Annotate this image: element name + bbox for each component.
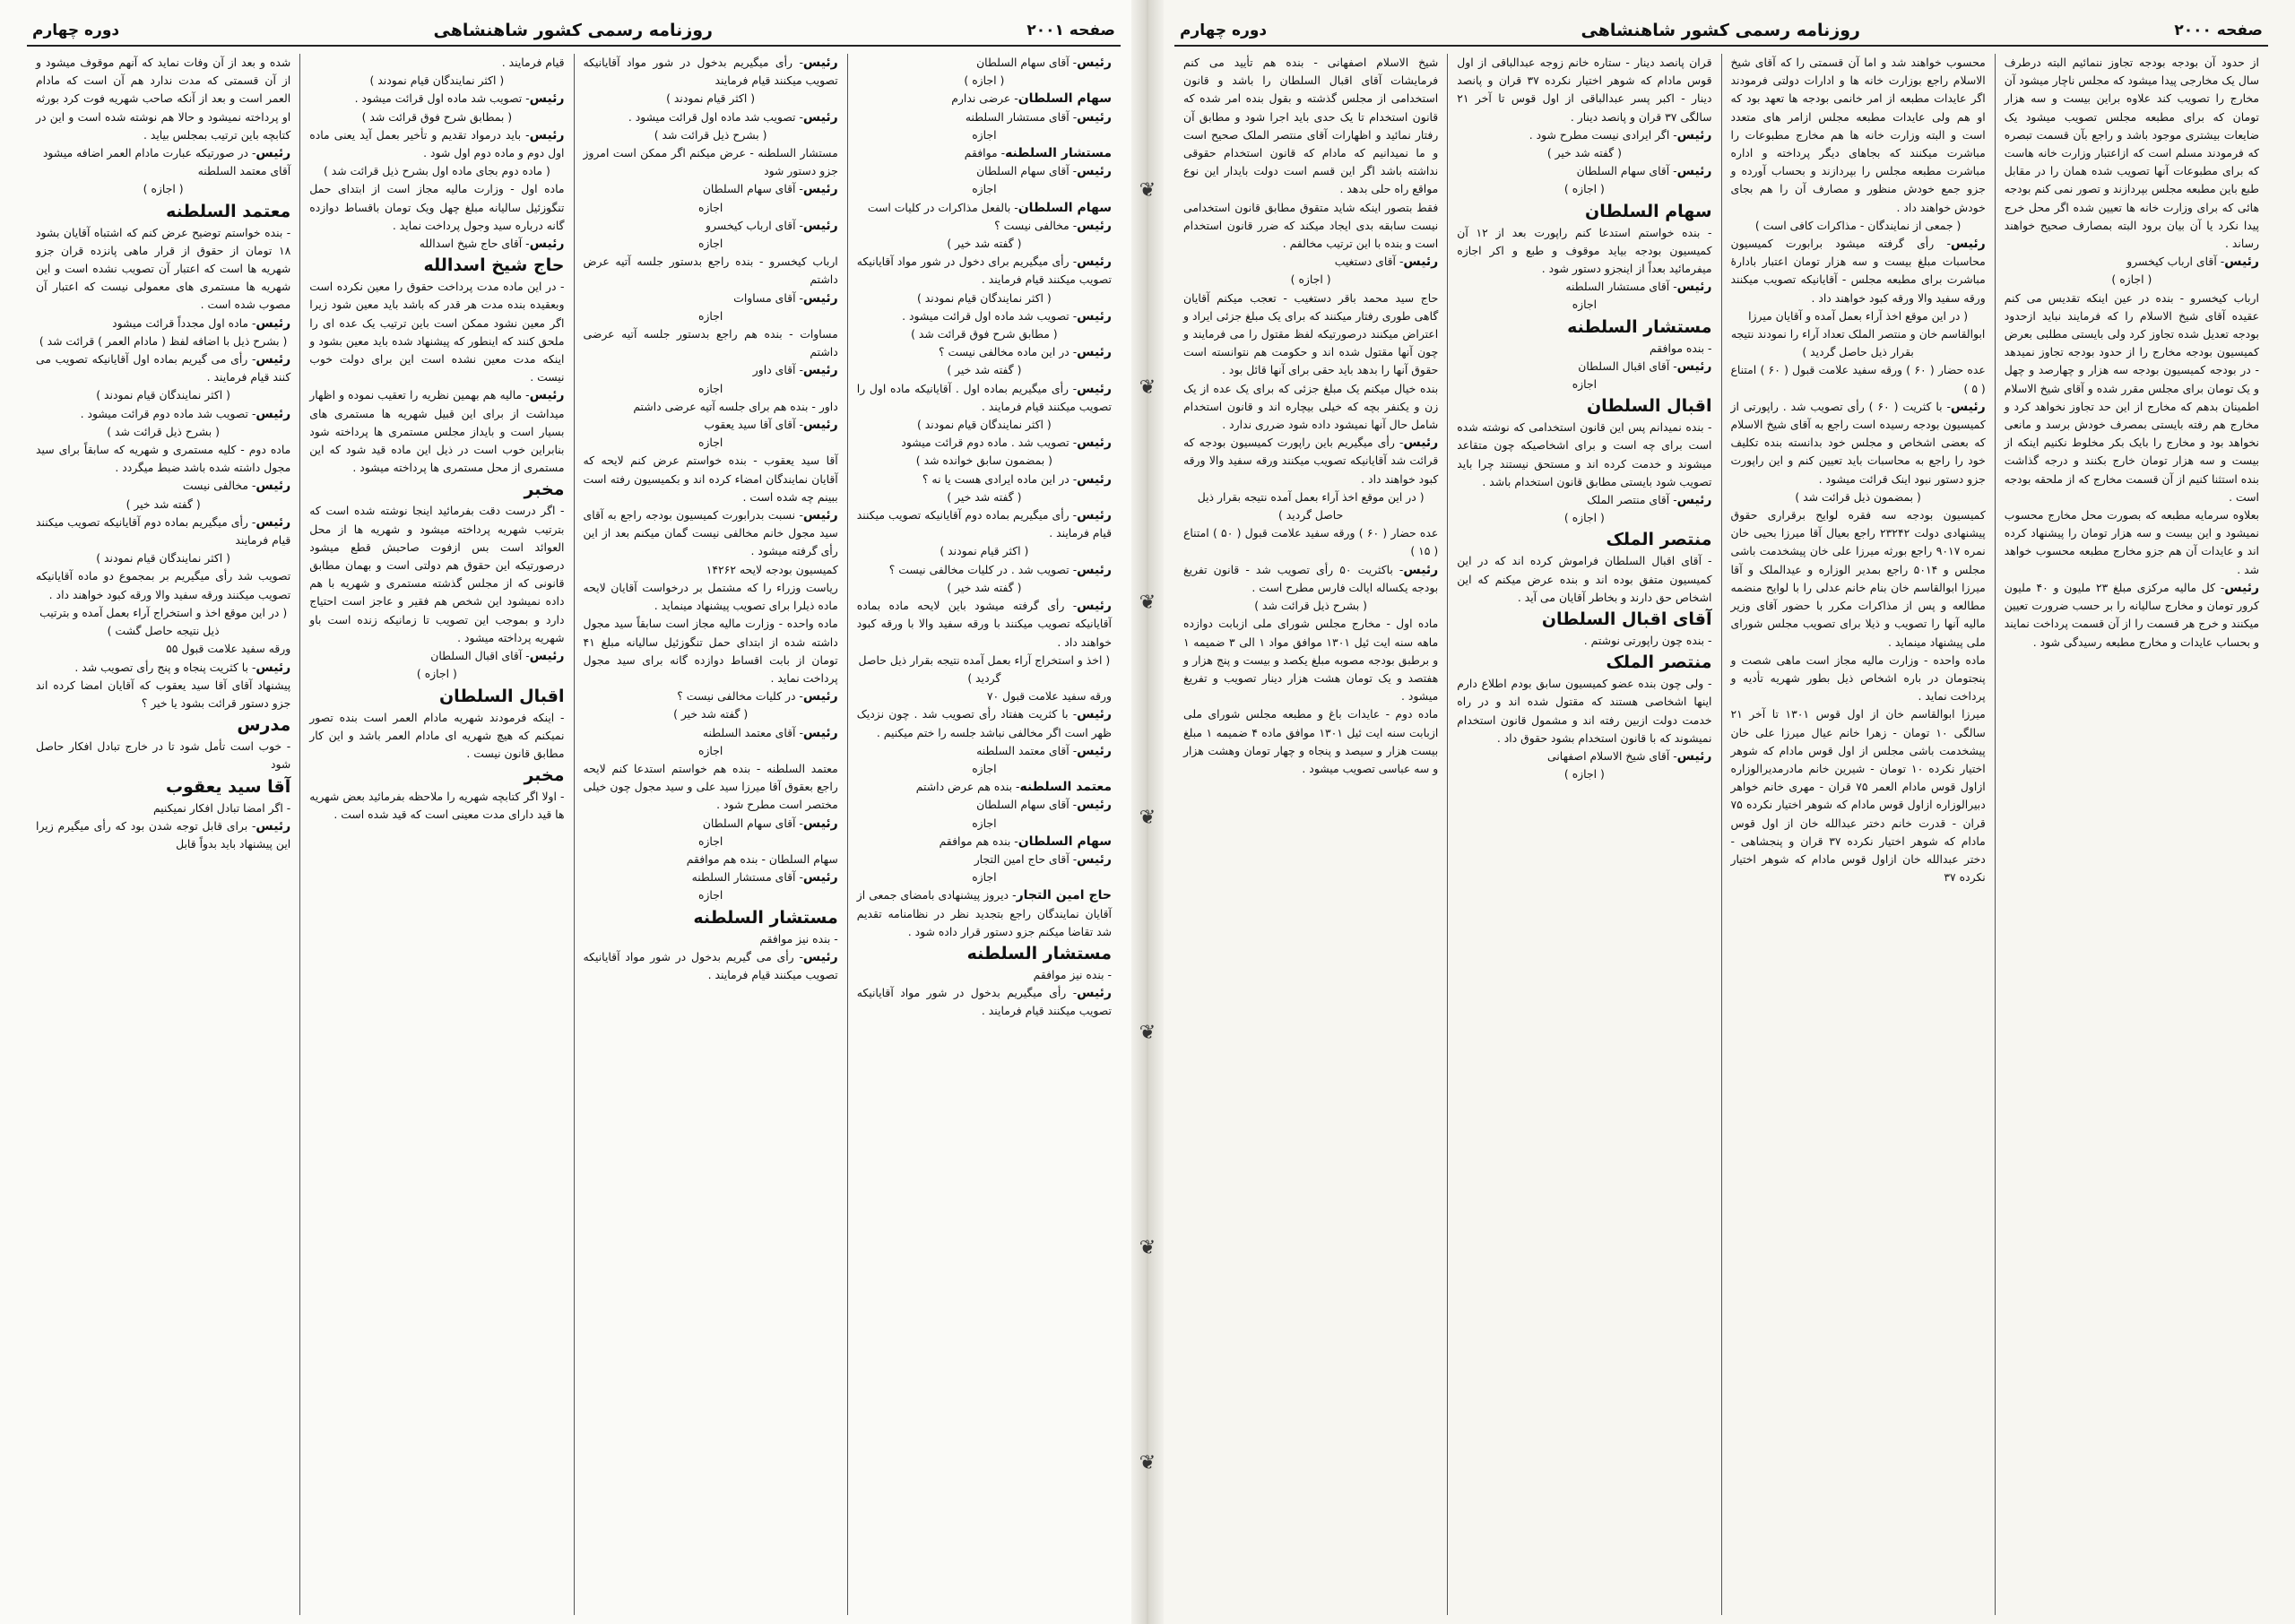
parenthetical-note: ( در این موقع اخذ و استخراج آراء بعمل آمده و بترتیب ذیل نتیجه حاصل گشت ) [39, 605, 288, 638]
speaker-name: رئیس [802, 182, 838, 197]
paragraph-text: - در این ماده ایرادی هست یا نه ؟ [922, 471, 1078, 486]
paragraph-text: ماده دوم - کلیه مستمری و شهریه که سابقاً برای سید مجول داشته شده باشد ضبط میگردد . [36, 443, 291, 475]
paragraph-text: - رأی گرفته میشود برابورت کمیسیون محاسبات مبلغ بیست و سه هزار تومان اعتبار بادارهٔ مباشرت برای مطبعه مجلس - آقایانیکه تصویب میکنند ورقه سفید والا ورقه کبود خواهند داد . [1730, 237, 1986, 305]
speaker-heading: منتصر الملک [1606, 652, 1712, 673]
speaker-name: رئیس [802, 218, 838, 233]
paragraph-text: - رأی میگیریم بدخول در شور مواد آقایانیکه تصویب میکنند قیام فرمایند . [856, 986, 1112, 1018]
right-page-columns [1174, 54, 2268, 1615]
left-page-header [27, 16, 1121, 47]
fleuron-ornament-icon: ❦ [1139, 1022, 1156, 1044]
speaker-name: رئیس [1077, 56, 1112, 70]
parenthetical-note: ( اکثر نمایندگان قیام نمودند ) [96, 388, 230, 402]
paragraph-text: - در صورتیکه عبارت مادام العمر اضافه میشود [42, 146, 256, 160]
speaker-name: رئیس [1950, 237, 1986, 252]
parenthetical-note: ( بمطابق شرح فوق قرائت شد ) [361, 109, 513, 124]
paragraph-text: - ولی چون بنده عضو کمیسیون سابق بودم اطلاع دارم اینها اشخاصی هستند که مقتول شده اند و در راه خدمت دولت ازبین رفته اند و مشمول قانون استخدام نمیشوند که با قانون استخدام بشود حقوق داد . [1457, 677, 1712, 745]
speaker-name: رئیس [802, 56, 838, 70]
parenthetical-note: ( اکثر نمایندگان قیام نمودند ) [96, 551, 230, 566]
paragraph-text: - عرضی ندارم [951, 91, 1018, 106]
speaker-name: رئیس [802, 290, 838, 306]
permission-note: ( اجازه ) [964, 73, 1005, 88]
paragraph-text: - آقای شیخ الاسلام اصفهانی [1547, 749, 1677, 764]
parenthetical-note: ( اخذ و استخراج آراء بعمل آمده نتیجه بقرار ذیل حاصل گردید ) [858, 652, 1111, 685]
paragraph-text: - آقای معتمد السلطنه [702, 725, 803, 739]
paragraph-text: تصویب شد رأی میگیریم بر بمجموع دو ماده آقایانیکه تصویب میکنند ورقه سفید والا ورقه کبود خواهند داد . [36, 569, 291, 601]
paragraph-text: شده و بعد از آن وفات نماید که آنهم موقوف میشود و از آن قسمتی که مدت ندارد هم آن است که مادام العمر است و بعد از آنکه صاحب شهریه فوت کرد بورثه او پرداخته نمیشود و حالا هم نوشته شده است و این در کتابچه باین ترتیب بمجلس بیاید . [36, 56, 291, 142]
paragraph-text: مساوات - بنده هم راجع بدستور جلسه آتیه عرضی داشتم [583, 327, 838, 359]
paragraph-text: ماده اول - مخارج مجلس شورای ملی ازبابت دوازده ماهه سنه ایت ئیل ۱۳۰۱ موافق مواد ۱ الی ۳ ضمیمه ۱ و برطبق بودجه مصوبه مبلغ یکصد و بیست و پنج هزار و هفتصد و یک تومان هشت هزار دینار تصویب و تفریغ میشود . [1183, 617, 1439, 704]
paragraph-text: - آقای آقا سید یعقوب [704, 418, 803, 432]
speaker-name: رئیس [529, 388, 565, 403]
text-column [27, 54, 299, 1615]
text-column [1174, 54, 1447, 1615]
speaker-heading: اقبال السلطان [1586, 396, 1712, 417]
speaker-name: حاج امین التجار [1016, 888, 1112, 903]
paragraph-text: - آقای حاج امین التجار [974, 851, 1078, 866]
paragraph-text: - آقای داور [752, 363, 803, 377]
paragraph-text: - در این ماده مخالفی نیست ؟ [939, 345, 1078, 359]
speaker-name: رئیس [1950, 399, 1986, 414]
text-column [1995, 54, 2268, 1615]
paragraph-text: - آقای دستغیب [1334, 255, 1404, 269]
parenthetical-note: ( اکثر قیام نمودند ) [940, 544, 1029, 558]
parenthetical-note: ( گفته شد خیر ) [673, 707, 749, 721]
paragraph-text: - آقای سهام السلطان [976, 164, 1078, 178]
parenthetical-note: ( بمضمون ذیل قرائت شد ) [1795, 489, 1921, 504]
paragraph-text: ورقه سفید علامت قبول ۷۰ [986, 689, 1112, 704]
speaker-name: رئیس [529, 91, 565, 107]
speaker-name: رئیس [1077, 743, 1112, 758]
paragraph-text: ماده واحده - وزارت مالیه مجاز است سابقاً سید مجول داشته شده از ابتدای حمل تنگوزئیل سالیانه مبلغ ۴۱ تومان از بابت اقساط دوازده گانه برای سید مجول پرداخت نماید . [583, 617, 838, 685]
paragraph-text: عده حضار ( ۶۰ ) ورقه سفید علامت قبول ( ۵۰ ) امتناع ( ۱۵ ) [1183, 526, 1439, 558]
fleuron-ornament-icon: ❦ [1139, 376, 1156, 399]
paragraph-text: - تصویب شد ماده دوم قرائت میشود . [80, 406, 256, 420]
speaker-heading: معتمد السلطنه [166, 201, 291, 221]
fleuron-ornament-icon: ❦ [1139, 1237, 1156, 1259]
paragraph-text: فقط بتصور اینکه شاید متقوق مطابق قانون استخدامی نیست سابقه بدی ایجاد میکند که ضرر قانون استخدام است و بنده با این ترتیب مخالفم . [1183, 200, 1439, 251]
right-page-header [1174, 16, 2268, 47]
permission-note: ( اجازه ) [2111, 272, 2152, 287]
speaker-name: رئیس [255, 146, 291, 161]
paragraph-text: - تصویب شد ماده اول قرائت میشود . [628, 109, 803, 124]
permission-note: اجازه [972, 870, 997, 885]
paragraph-text: - در کلیات مخالفی نیست ؟ [677, 689, 803, 704]
permission-note: ( اجازه ) [143, 182, 184, 196]
paragraph-text: - باکثریت ۵۰ رأی تصویب شد - قانون تفریغ بودجه یکساله ایالت فارس مطرح است . [1183, 562, 1439, 594]
speaker-heading: آقای اقبال السلطان [1541, 609, 1712, 630]
speaker-name: رئیس [1676, 127, 1712, 143]
paragraph-text: - برای قابل توجه شدن بود که رأی میگیرم زیرا این پیشنهاد باید بدواً قابل [36, 818, 291, 851]
permission-note: اجازه [697, 381, 723, 395]
parenthetical-note: ( اکثر نمایندگان قیام نمودند ) [917, 418, 1052, 432]
speaker-name: رئیس [802, 816, 838, 831]
fleuron-ornament-icon: ❦ [1139, 807, 1156, 829]
paragraph-text: - آقای سهام السلطان [976, 56, 1078, 69]
paragraph-text: - اینکه فرمودند شهریه مادام العمر است بنده تصور نمیکنم که هیچ شهریه ای مادام العمر باشد و این کار مطابق قانون نیست . [309, 710, 565, 760]
right-page [1148, 0, 2295, 1624]
speaker-name: رئیس [802, 508, 838, 523]
speaker-heading: مستشار السلطنه [1567, 316, 1712, 337]
paragraph-text: - آقای حاج شیخ اسدالله [419, 237, 530, 251]
text-column [1447, 54, 1720, 1615]
paragraph-text: - با کثریت ( ۶۰ ) رأی تصویب شد . راپورتی از کمیسیون بودجه رسیده است راجع به آقای شیخ الاسلام که بعضی اشخاص و مجلس خود بدانسته بنده تکلیف خود را راجع به محاسبات باید تعیین کنم و این راپورت جزو دستور نبود اینک قرائت میشود . [1730, 399, 1986, 486]
paragraph-text: - رأی گرفته میشود باین لایحه ماده بماده آقایانیکه تصویب میکنند با ورقه سفید والا با ورقه کبود خواهند داد . [856, 599, 1112, 649]
paragraph-text: - رأی می گیریم بدخول در شور مواد آقایانیکه تصویب میکنند قیام فرمایند . [583, 949, 838, 981]
fleuron-ornament-icon: ❦ [1139, 1452, 1156, 1474]
paragraph-text: - دیروز پیشنهادی بامضای جمعی از آقایان نمایندگان راجع بتجدید نظر در نظامنامه تقدیم شد تقاضا میکنم جزو دستور قرار داده شود . [856, 888, 1112, 938]
permission-note: اجازه [697, 888, 723, 903]
paragraph-text: - نسبت بدرابورت کمیسیون بودجه راجع به آقای سید مجول خانم مخالفی نیست گمان میکنم بعد از این رأی گرفته میشود . [583, 508, 838, 558]
paragraph-text: - آقای مساوات [733, 290, 803, 305]
speaker-heading: حاج شیخ اسدالله [423, 255, 565, 276]
speaker-name: رئیس [1403, 562, 1439, 577]
paragraph-text: ماده واحده - وزارت مالیه مجاز است ماهی شصت و پنجتومان در باره اشخاص ذیل بطور شهریه تأدیه و پرداخت نماید . [1730, 652, 1986, 704]
parenthetical-note: ( گفته شد خیر ) [126, 497, 201, 511]
permission-note: اجازه [697, 237, 723, 251]
paragraph-text: محسوب خواهند شد و اما آن قسمتی را که آقای شیخ الاسلام راجع بوزارت خانه ها و ادارات دولتی فرمودند اگر عایدات مطبعه از امر خانمی بودجه ها تعهد بود که او هم ولی عایدات مطبعه مجلس ازامر های متعدد است و البته وزارت خانه ها هم مخارج مطبوعات را مباشرت میکنند که بجاهای دیگر پرداخته و اداره مباشرت مطبعه مجلس را بپردازند و بحساب آورده و جزو جمع خودش منظور و مصارف آن را هم بجای خودش خواهند داد . [1730, 56, 1986, 214]
permission-note: ( اجازه ) [1563, 511, 1605, 525]
paragraph-text: - بنده نمیدانم پس این قانون استخدامی که نوشته شده است برای چه است و برای اشخاصیکه چون متقاعد میشوند و خدمت کرده اند و مستحق نیستند چرا باید تصویب شود بایستی مطابق قانون استخدام باشد . [1457, 420, 1712, 488]
speaker-name: رئیس [1077, 164, 1112, 179]
speaker-name: رئیس [1077, 599, 1112, 614]
text-column [299, 54, 573, 1615]
permission-note: ( اجازه ) [416, 667, 457, 681]
paragraph-text: - آقای منتصر الملک [1587, 493, 1677, 507]
paragraph-text: - اگر درست دقت بفرمائید اینجا نوشته شده است که بترتیب شهریه پرداخته میشود و شهریه ها از محل العوائد است بس ازفوت صاحبش قطع میشود درصورتیکه این حقوق هم دولتی است و بهمان مطابق قانونی که از مجلس گذشته مستمری و شهریه با هم داده نمیشود این شخص هم فقیر و عاجز است احتیاج دارد و بموجب این تصویب تا زمانیکه زنده است باو شهریه پرداخته میشود . [309, 504, 565, 644]
paragraph-text: - رأی می گیریم بماده اول آقایانیکه تصویب می کنند قیام فرمایند . [36, 352, 291, 384]
text-column [847, 54, 1121, 1615]
paragraph-text: کمیسیون بودجه سه فقره لوایح برقراری حقوق پیشنهادی دولت ۲۳۲۴۲ راجع بعیال آقا میرزا بحیی خان نمره ۹۰۱۷ راجع بورثه میرزا علی خان پیشخدمت باشی مجلس و ۵۰۱۴ راجع بمدیر الوزاره و عیدالملک و آقا میرزا ابوالقاسم خان بنام خانم عدلی را با لوایح منضمه مطالعه و پس از مذاکرات مکرر با حضور آقای وزیر مالیه آنها را تصویب و ذیلا برای تصویب مجلس شورای ملی پیشنهاد مینماید . [1730, 508, 1986, 649]
paragraph-text: - ماده اول مجدداً قرائت میشود [112, 315, 256, 330]
speaker-heading: مستشار السلطنه [966, 943, 1112, 963]
speaker-name: سهام السلطان [1018, 91, 1112, 107]
speaker-name: رئیس [529, 127, 565, 143]
paragraph-text: عده حضار ( ۶۰ ) ورقه سفید علامت قبول ( ۶۰ ) امتناع ( ۵ ) [1730, 363, 1986, 395]
paragraph-text: قیام فرمایند . [501, 56, 565, 69]
speaker-name: رئیس [1676, 749, 1712, 764]
left-page-columns [27, 54, 1121, 1615]
paragraph-text: - بنده نیز موافقم [759, 931, 838, 946]
paragraph-text: - بنده هم عرض داشتم [915, 780, 1020, 794]
speaker-name: رئیس [1077, 562, 1112, 577]
paragraph-text: آقا سید یعقوب - بنده خواستم عرض کنم لایحه که آقایان نمایندگان امضاء کرده اند و بکمیسیون رفته است ببینم چه شده است . [583, 454, 838, 504]
permission-note: ( اجازه ) [1563, 182, 1605, 196]
paragraph-text: - در این ماده مدت پرداخت حقوق را معین نکرده است وبعقیده بنده مدت هر قدر که باشد باید معین شود زیرا اگر معین نشود ممکن است باین ترتیب یک عده ای را ملحق کنند که اینطور که پیشنهاد شده باید معین بشود و اینکه مدت معین نشده است این برای دولت خوب نیست . [309, 280, 565, 384]
permission-note: اجازه [972, 127, 997, 142]
paragraph-text: - رأی میگیریم برای دخول در شور مواد آقایانیکه تصویب میکنند قیام فرمایند . [856, 255, 1112, 287]
paragraph-text: - بالفعل مذاکرات در کلیات است [867, 200, 1018, 214]
page-number: صفحه ۲۰۰۰ [2174, 22, 2263, 39]
permission-note: اجازه [697, 834, 723, 848]
speaker-name: رئیس [529, 649, 565, 664]
speaker-name: معتمد السلطنه [1019, 780, 1112, 795]
session-label: دوره چهارم [32, 22, 120, 39]
paragraph-text: - خوب است تأمل شود تا در خارج تبادل افکار حاصل شود [36, 739, 291, 772]
text-column [1721, 54, 1995, 1615]
speaker-name: رئیس [255, 406, 291, 421]
text-column [574, 54, 847, 1615]
paragraph-text: سهام السلطان - بنده هم موافقم [686, 851, 838, 866]
paragraph-text: - اولا اگر کتابچه شهریه را ملاحظه بفرمائید بعض شهریه ها قید دارای مدت معینی است که قید شده است . [309, 790, 565, 822]
fleuron-ornament-icon: ❦ [1139, 592, 1156, 614]
paragraph-text: کمیسیون بودجه لایحه ۱۴۲۶۲ [706, 562, 838, 576]
paragraph-text: - آقای سهام السلطان [702, 182, 803, 196]
permission-note: ( اجازه ) [1563, 767, 1605, 782]
paragraph-text: - آقای مستشار السلطنه [965, 109, 1078, 124]
parenthetical-note: ( مطابق شرح فوق قرائت شد ) [911, 327, 1058, 341]
speaker-name: سهام السلطان [1018, 200, 1112, 215]
speaker-name: رئیس [802, 870, 838, 885]
paragraph-text: پیشنهاد آقای آقا سید یعقوب که آقایان امضا کرده اند جزو دستور قرائت بشود یا خیر ؟ [36, 678, 291, 710]
newspaper-title: روزنامه رسمی کشور شاهنشاهی [1581, 21, 1860, 40]
parenthetical-note: ( اکثر نمایندگان قیام نمودند ) [917, 290, 1052, 305]
speaker-name: رئیس [1676, 493, 1712, 508]
paragraph-text: - آقای سهام السلطان [1576, 164, 1677, 178]
speaker-name: رئیس [1077, 851, 1112, 867]
paragraph-text: - آقای سهام السلطان [976, 798, 1078, 812]
paragraph-text: - رأی میگیریم بماده دوم آقایانیکه تصویب میکنند قیام فرمایند [36, 514, 291, 548]
paragraph-text: - آقای اقبال السلطان [430, 649, 530, 663]
speaker-name: رئیس [802, 689, 838, 704]
paragraph-text: - بنده چون راپورتی نوشتم . [1583, 634, 1712, 648]
paragraph-text: شیخ الاسلام اصفهانی - بنده هم تأیید می کنم فرمایشات آقای اقبال السلطان را باشد و قانون استخدامی از مجلس گذشته و بقول بنده امر شده که قانون استخدام تا یک حدی باید اجرا شود و مطابق آن رفتار نمائید و اظهارات آقای منتصر الملک صحیح است و ما نمیدانیم که مادام که قانون استخدام حقوقی نداشته باشد اگر این قسم است دولت بایدار این نوع مواقع راه حلی بدهد . [1183, 56, 1439, 196]
speaker-name: رئیس [1403, 436, 1439, 451]
speaker-name: رئیس [802, 109, 838, 125]
paragraph-text: از حدود آن بودجه بودجه تجاوز ننمائیم البته درطرف سال یک مخارجی پیدا میشود که مجلس ناچار میشود آن مخارج را تصویب کند علاوه براین بیست و سه هزار تومان که برای مطبعه مجلس تصویب میشود یک ضایعات بیشتری موجود باشد و راجع بآن قسمت تبصره که فرمودند مسلم است که ازاعتبار وزارت خانه هاست که برای مطبوعات آنها تصویب شده همان را در مقابل طبع باین مطبعه مجلس بپردازند و تصور نمی کنم بودجه هائی که برای وزارت خانه ها تعیین شده اگر محل خرج پیدا نکرد یا آن بیان برود البته بمصارف صحیح خواهند رساند . [2004, 56, 2259, 251]
speaker-name: رئیس [1077, 345, 1112, 360]
paragraph-text: ارباب کیخسرو - بنده راجع بدستور جلسه آتیه عرض داشتم [583, 255, 838, 287]
paragraph-text: - با کثریت هفتاد رأی تصویب شد . چون نزدیک ظهر است اگر مخالفی نباشد جلسه را ختم میکنیم . [856, 707, 1112, 739]
speaker-name: رئیس [802, 725, 838, 740]
paragraph-text: مستشار السلطنه - عرض میکنم اگر ممکن است امروز جزو دستور شود [583, 146, 838, 178]
parenthetical-note: ( گفته شد خیر ) [947, 580, 1022, 594]
paragraph-text: - مخالفی نیست ؟ [994, 218, 1078, 232]
speaker-name: رئیس [2224, 255, 2259, 270]
speaker-name: رئیس [802, 418, 838, 433]
speaker-name: رئیس [1676, 358, 1712, 374]
speaker-name: رئیس [1077, 986, 1112, 1001]
speaker-heading: سهام السلطان [1585, 201, 1712, 221]
paragraph-text: - مالیه هم بهمین نظریه را تعقیب نموده و اظهار میداشت از برای این قبیل شهریه ها مستمری های بسیار است و بایداز مجلس مستمری ها پرداخته شود بنابراین خوب است در ذیل این ماده قید شود که این مستمری از محل مستمری ها پرداخته میشود . [309, 388, 565, 475]
speaker-name: رئیس [802, 363, 838, 378]
speaker-heading: مخبر [524, 765, 565, 786]
parenthetical-note: ( گفته شد خیر ) [947, 363, 1022, 377]
paragraph-text: - باید درمواد تقدیم و تأخیر بعمل آید یعنی ماده اول دوم و ماده دوم اول شود . [309, 127, 565, 160]
paragraph-text: - اگر ایرادی نیست مطرح شود . [1529, 127, 1677, 142]
permission-note: اجازه [972, 182, 997, 196]
speaker-name: رئیس [2224, 580, 2260, 595]
parenthetical-note: ( بمضمون سابق خوانده شد ) [915, 454, 1052, 468]
paragraph-text: - تصویب شد . در کلیات مخالفی نیست ؟ [888, 562, 1078, 576]
speaker-name: رئیس [1077, 798, 1112, 813]
speaker-name: رئیس [255, 514, 291, 530]
speaker-heading: آقا سید یعقوب [165, 776, 291, 797]
newspaper-title: روزنامه رسمی کشور شاهنشاهی [433, 21, 713, 40]
paragraph-text: - موافقم [964, 146, 1006, 160]
paragraph-text: - آقای ارباب کیخسرو [705, 218, 803, 232]
speaker-name: رئیس [255, 660, 291, 675]
permission-note: اجازه [697, 436, 723, 450]
paragraph-text: - با کثریت پنجاه و پنج رأی تصویب شد . [74, 660, 256, 674]
paragraph-text: - آقای مستشار السلطنه [1565, 280, 1677, 294]
paragraph-text: - بنده خواستم توضیح عرض کنم که اشتباه آقایان بشود ۱۸ تومان از حقوق از قرار ماهی پانزده قران جزو شهریه ها است که اعتبار آن تصویب نشده است و این شهریه ها مستمری های معمولی نیست که اعتبار آن مصوب شده است . [36, 225, 291, 312]
speaker-name: رئیس [255, 818, 291, 834]
paragraph-text: معتمد السلطنه - بنده هم خواستم استدعا کنم لایحه راجع بعقوق آقا میرزا سید علی و سید مجول چون خیلی مختصر است مطرح شود . [583, 761, 838, 812]
paragraph-text: قران پانصد دینار - ستاره خانم زوجه عبدالباقی از اول قوس مادام که شوهر اختیار نکرده ۳۷ قران و پانصد دینار - اکبر پسر عبدالباقی از اول قوس تا آخر ۲۱ سالگی ۳۷ قران و پانصد دینار . [1457, 56, 1712, 124]
speaker-heading: مخبر [524, 479, 565, 500]
paragraph-text: حاج سید محمد باقر دستغیب - تعجب میکنم آقایان گاهی طوری رفتار میکنند که برای یک مبلغ جزئی ایراد و اعتراض میکنند درصورتیکه لفظ مقتول را می فرمایند و چون آنها مقتول شده اند و حکومت هم نتوانسته است حقوق آنها را بدهد باید حقی برای آنها قائل بود . [1183, 290, 1439, 377]
session-label: دوره چهارم [1180, 22, 1268, 39]
paragraph-text: - رأی میگیریم بدخول در شور مواد آقایانیکه تصویب میکنند قیام فرمایند [583, 56, 838, 88]
paragraph-text: - آقای مستشار السلطنه [691, 870, 803, 885]
paragraph-text: ورقه سفید علامت قبول ۵۵ [166, 642, 291, 656]
paragraph-text: - آقای سهام السلطان [702, 816, 803, 830]
parenthetical-note: ( ماده دوم بجای ماده اول بشرح ذیل قرائت شد ) [323, 164, 550, 178]
paragraph-text: - بنده موافقم [1650, 341, 1712, 355]
paragraph-text: - رأی میگیریم بماده دوم آقایانیکه تصویب میکنند قیام فرمایند . [856, 508, 1112, 540]
speaker-name: رئیس [1077, 308, 1112, 324]
paragraph-text: ماده اول - وزارت مالیه مجاز است از ابتدای حمل تنگوزئیل سالیانه مبلغ چهل ویک تومان باقساط دوازده گانه درباره سید وجول پرداخت نماید . [309, 182, 565, 232]
speaker-heading: مدرس [237, 715, 291, 736]
paragraph-text: - بنده هم موافقم [939, 834, 1018, 848]
speaker-name: رئیس [255, 315, 291, 331]
paragraph-text: - اگر امضا تبادل افکار نمیکنیم [152, 800, 291, 815]
speaker-heading: اقبال السلطان [438, 686, 565, 706]
speaker-name: رئیس [1077, 218, 1112, 233]
speaker-name: رئیس [1077, 508, 1112, 523]
paragraph-text: آقای معتمد السلطنه [197, 164, 291, 178]
paragraph-text: - رأی میگیریم باین راپورت کمیسیون بودجه که قرائت شد آقایانیکه تصویب میکنند ورقه سفید والا ورقه کبود خواهند داد . [1183, 436, 1439, 486]
parenthetical-note: ( بشرح ذیل قرائت شد ) [1254, 599, 1367, 613]
speaker-name: رئیس [255, 352, 291, 367]
speaker-name: رئیس [1676, 280, 1712, 295]
permission-note: اجازه [972, 761, 997, 775]
permission-note: اجازه [1572, 377, 1598, 392]
paragraph-text: ماده دوم - عایدات باغ و مطبعه مجلس شورای ملی ازبابت سنه ایت ئیل ۱۳۰۱ موافق ماده ۴ ضمیمه ۱ مبلغ بیست هزار و سیصد و پنجاه و چهار تومان وهشت هزار و سه عباسی تصویب میشود . [1183, 707, 1439, 775]
paragraph-text: - مخالفی نیست [182, 479, 256, 493]
speaker-name: رئیس [1403, 255, 1439, 270]
parenthetical-note: ( بشرح ذیل با اضافه لفظ ( مادام العمر ) قرائت شد ) [39, 333, 288, 348]
parenthetical-note: ( اکثر نمایندگان قیام نمودند ) [369, 73, 505, 88]
parenthetical-note: ( اکثر قیام نمودند ) [666, 91, 756, 106]
speaker-name: رئیس [1077, 381, 1112, 396]
permission-note: اجازه [697, 743, 723, 757]
paragraph-text: - تصویب شد ماده اول قرائت میشود . [902, 308, 1078, 323]
speaker-name: رئیس [1077, 707, 1112, 722]
permission-note: اجازه [1572, 298, 1598, 312]
paragraph-text: - کل مالیه مرکزی مبلغ ۲۳ ملیون و ۴۰ ملیون کرور تومان و مخارج سالیانه را بر حسب ضرورت تعیین میکنند و خرج هر قسمت را از آن قسمت پرداخت نمایند و بحساب عایدات و مخارج مطبعه رسیدگی شود . [2004, 580, 2259, 649]
speaker-name: رئیس [1077, 471, 1112, 487]
speaker-name: رئیس [1077, 109, 1112, 125]
page-number: صفحه ۲۰۰۱ [1026, 22, 1115, 39]
permission-note: اجازه [972, 816, 997, 830]
parenthetical-note: ( در این موقع اخذ آراء بعمل آمده نتیجه بقرار ذیل حاصل گردید ) [1197, 489, 1425, 523]
speaker-heading: منتصر الملک [1606, 530, 1712, 550]
speaker-name: مستشار السلطنه [1005, 146, 1112, 161]
paragraph-text: - تصویب شد . ماده دوم قرائت میشود [901, 436, 1078, 450]
permission-note: ( اجازه ) [1290, 272, 1331, 287]
speaker-name: سهام السلطان [1018, 834, 1112, 849]
paragraph-text: ریاست وزراء را که مشتمل بر درخواست آقایان لایحه ماده ذیلرا برای تصویب پیشنهاد مینماید . [583, 580, 838, 613]
paragraph-text: - آقای معتمد السلطنه [976, 743, 1078, 757]
parenthetical-note: ( جمعی از نمایندگان - مذاکرات کافی است ) [1754, 218, 1962, 232]
paragraph-text: - تصویب شد ماده اول قرائت میشود . [354, 91, 530, 106]
parenthetical-note: ( بشرح ذیل قرائت شد ) [107, 424, 220, 438]
paragraph-text: داور - بنده هم برای جلسه آتیه عرضی داشتم [633, 399, 838, 413]
paragraph-text: بعلاوه سرمایه مطبعه که بصورت محل مخارج محسوب نمیشود و این بیست و سه هزار تومان را پیشنهاد کرده اند و عایدات آن هم جزو مخارج مطبعه محسوب خواهد شد . [2004, 508, 2259, 576]
speaker-name: رئیس [802, 949, 838, 964]
paragraph-text: - آقای ارباب کیخسرو [2126, 255, 2225, 269]
permission-note: اجازه [697, 308, 723, 323]
paragraph-text: ارباب کیخسرو - بنده در عین اینکه تقدیس می کنم عقیده آقای شیخ الاسلام را که فرمایند نباید ازحدود بودجه تعدیل شده تجاوز کرد ولی بایستی مطلبی بعرض کمیسیون بودجه مخارج را از حدود بودجه تجاوز نمیدهد - در بودجه کمیسیون بودجه سه هزار و چهارصد و چهل و یک تومان برای مجلس مقرر شده و آقای شیخ الاسلام اطمینان بدهم که مخارج از این حد تجاوز نخواهد کرد و مخارج هم رفته بایستی بمصرف خودش برسد و مانعی نخواهد بود و مخارج را بایک بکر مخلوط نکنیم اینکه از بیست و سه هزار تومان خارج بکنند و درجه گذاشت بنده استثنا کنیم از آن قسمت مخارج که از ملحقه بودجه است . [2004, 290, 2259, 504]
paragraph-text: میرزا ابوالقاسم خان از اول قوس ۱۳۰۱ تا آخر ۲۱ سالگی ۱۰ تومان - زهرا خانم عیال میرزا علی خان پیشخدمت باشی مجلس از اول قوس مادام که شوهر اختیار نکرده ۱۰ تومان - شیرین خانم مادرمدیرالوزاره ازاول قوس مادام العمر ۷۵ قران - مهری خانم خواهر دبیرالوزاره ازاول قوس مادام که شوهر اختیار نکرده ۷۵ قران - قدرت خانم دختر عبدالله خان از اول قوس مادام که شوهر اختیار نکرده ۳۷ قران و پنجشاهی - دختر عبدالله خان ازاول قوس مادام که شوهر اختیار نکرده ۳۷ [1730, 707, 1986, 885]
parenthetical-note: ( گفته شد خیر ) [1546, 146, 1622, 160]
speaker-name: رئیس [1077, 255, 1112, 270]
speaker-name: رئیس [255, 479, 291, 494]
parenthetical-note: ( بشرح ذیل قرائت شد ) [654, 127, 767, 142]
permission-note: اجازه [697, 200, 723, 214]
paragraph-text: - بنده خواستم استدعا کنم راپورت بعد از ۱۲ آن کمیسیون بودجه بیاید موقوف و طبع و اکر اجازه میفرمائید بعداً از اینجزو دستور شود . [1457, 225, 1712, 276]
paragraph-text: - آقای اقبال السلطان [1578, 358, 1677, 373]
fleuron-ornament-icon: ❦ [1139, 179, 1156, 202]
speaker-name: رئیس [529, 237, 565, 252]
parenthetical-note: ( گفته شد خیر ) [947, 489, 1022, 504]
speaker-name: رئیس [1676, 164, 1712, 179]
parenthetical-note: ( گفته شد خیر ) [947, 237, 1022, 251]
paragraph-text: بنده خیال میکنم یک مبلغ جزئی که برای یک عده از یک زن و یکنفر بچه که خیلی بیچاره اند و قانون استخدام شامل حال آنها نمیشود داده شود ضرری ندارد . [1183, 381, 1439, 432]
paragraph-text: - بنده نیز موافقم [1033, 967, 1112, 981]
parenthetical-note: ( در این موقع اخذ آراء بعمل آمده و آقایان میرزا ابوالقاسم خان و منتصر الملک تعداد آراء را نمودند نتیجه بقرار ذیل حاصل گردید ) [1730, 308, 1986, 359]
paragraph-text: - رأی میگیریم بماده اول . آقایانیکه ماده اول را تصویب میکنند قیام فرمایند . [856, 381, 1112, 413]
speaker-name: رئیس [1077, 436, 1112, 451]
speaker-heading: مستشار السلطنه [693, 907, 838, 928]
paragraph-text: - آقای اقبال السلطان فراموش کرده اند که در این کمیسیون متفق بوده اند و بنده عرض میکنم که این اشخاص حق دارند و بخاطر آقایان می آید . [1457, 554, 1712, 604]
